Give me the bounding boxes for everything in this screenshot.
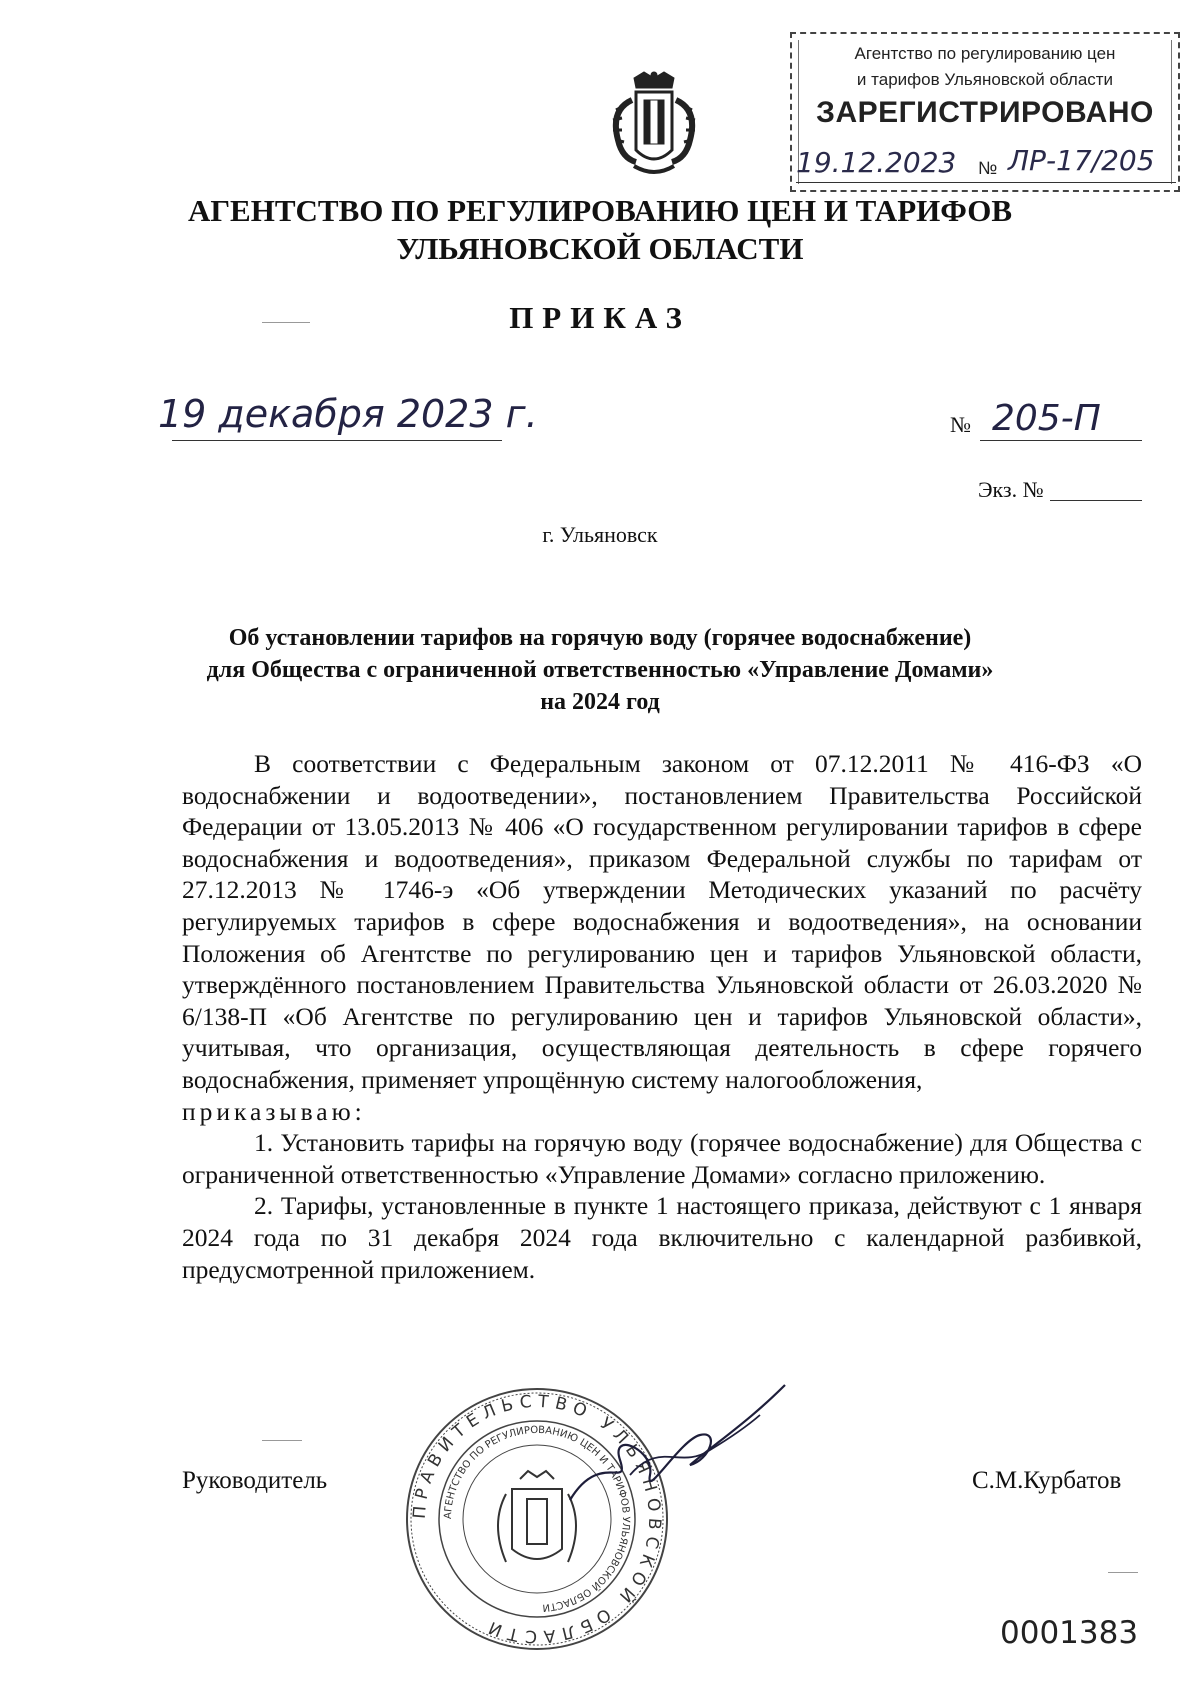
registration-stamp <box>790 32 1180 192</box>
order-number-label: № <box>950 412 971 437</box>
stamp-org-line1: Агентство по регулированию цен <box>854 44 1116 63</box>
order-date-handwritten: 19 декабря 2023 г. <box>158 392 538 436</box>
document-type-title: ПРИКАЗ <box>509 300 691 335</box>
agency-title-line2: УЛЬЯНОВСКОЙ ОБЛАСТИ <box>396 231 804 266</box>
signer-name: С.М.Курбатов <box>972 1467 1122 1494</box>
coat-of-arms-icon <box>604 70 704 180</box>
stamp-date: 19.12.2023 <box>796 146 957 179</box>
agency-title-line1: АГЕНТСТВО ПО РЕГУЛИРОВАНИЮ ЦЕН И ТАРИФОВ <box>187 193 1013 228</box>
order-item-2: 2. Тарифы, установленные в пункте 1 настоящего приказа, действуют с 1 января 2024 года по 31 декабря 2024 года включительно с календарной разбивкой, предусмотренной приложением. <box>182 1191 1142 1284</box>
handwritten-signature <box>560 1380 790 1510</box>
signer-title: Руководитель <box>182 1467 328 1494</box>
seal-outer-text: ПРАВИТЕЛЬСТВО УЛЬЯНОВСКОЙ ОБЛАСТИ <box>409 1391 665 1647</box>
subject-line1: Об установлении тарифов на горячую воду (горячее водоснабжение) <box>228 625 972 651</box>
subject-line2: для Общества с ограниченной ответственностью «Управление Домами» <box>206 657 994 683</box>
order-word: приказываю: <box>182 1096 366 1126</box>
order-subject <box>170 622 1030 718</box>
scan-mark <box>1108 1572 1138 1573</box>
stamp-org-line2: и тарифов Ульяновской области <box>856 70 1114 89</box>
scan-mark <box>262 1440 302 1441</box>
stamp-number-sign: № <box>978 158 998 178</box>
seal-inner-text: АГЕНТСТВО ПО РЕГУЛИРОВАНИЮ ЦЕН И ТАРИФОВ УЛЬЯНОВСКОЙ ОБЛАСТИ <box>442 1424 632 1613</box>
agency-title <box>150 192 1050 268</box>
serial-number: 0001383 <box>1000 1615 1139 1651</box>
order-number-handwritten: 205-П <box>992 398 1101 439</box>
number-underline <box>980 440 1142 441</box>
stamp-registration-number: ЛР-17/205 <box>1008 144 1155 177</box>
order-item-1: 1. Установить тарифы на горячую воду (горячее водоснабжение) для Общества с ограниченной ответственностью «Управление Домами» согласно приложению. <box>182 1128 1142 1189</box>
preamble-paragraph: В соответствии с Федеральным законом от 07.12.2011 № 416-ФЗ «О водоснабжении и водоотведении», постановлением Правительства Российской Федерации от 13.05.2013 № 406 «О государственном регулировании тарифов в сфере водоснабжения и водоотведения», приказом Федеральной службы по тарифам от 27.12.2013 № 1746-э «Об утверждении Методических указаний по расчёту регулируемых тарифов в сфере водоснабжения и водоотведения», на основании Положения об Агентстве по регулированию цен и тарифов Ульяновской области, утверждённого постановлением Правительства Ульяновской области от 26.03.2020 № 6/138-П «Об Агентстве по регулированию цен и тарифов Ульяновской области», учитывая, что организация, осуществляющая деятельность в сфере горячего водоснабжения, применяет упрощённую систему налогообложения, <box>182 749 1142 1094</box>
copy-number-line <box>1050 500 1142 501</box>
subject-line3: на 2024 год <box>540 689 660 715</box>
stamp-underline <box>796 182 1176 183</box>
city: г. Ульяновск <box>542 522 658 547</box>
copy-number-label: Экз. № <box>978 477 1044 502</box>
order-body <box>182 748 1142 1285</box>
stamp-status: ЗАРЕГИСТРИРОВАНО <box>816 96 1154 129</box>
date-underline <box>172 440 502 441</box>
